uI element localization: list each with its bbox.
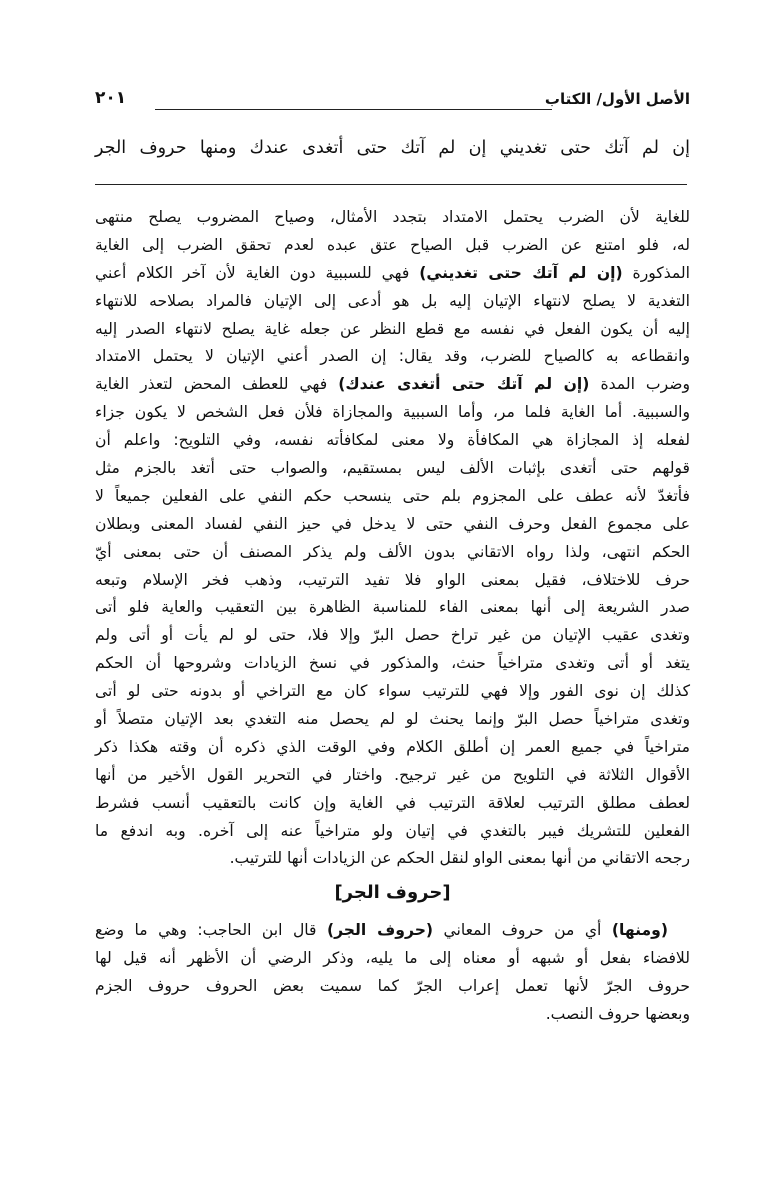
quoted-matn: (حروف الجر) <box>326 921 434 940</box>
matn-divider <box>95 184 687 185</box>
text-line <box>95 371 690 399</box>
text-line: التغدية لا يصلح لانتهاء الإتيان إليه بل هو أدعى إلى الإتيان فالمراد بصلاحه للانتهاء <box>95 291 690 310</box>
text-line: صدر الشريعة إلى أنها بمعنى الفاء للمناسبة الظاهرة بين التعقيب والعاية فلو أتى <box>95 598 690 617</box>
text-line: له، فلو امتنع عن الضرب قبل الصياح عتق عبده لعدم تحقق الضرب إلى الغاية <box>95 235 690 254</box>
text-segment: المذكورة <box>622 263 690 282</box>
text-line <box>95 917 690 945</box>
quoted-matn: (ومنها) <box>611 921 668 940</box>
text-line: الفعلين للتشريك فيبر بالتغدي في إتيان ولو متراخياً عنه إلى آخره. وبه اندفع ما <box>95 821 690 840</box>
text-line: للافضاء بفعل أو شبهه أو معناه إلى ما يليه، وذكر الرضي أن الأظهر أنه قيل لها <box>95 949 690 968</box>
text-line: فأتغدّ لأنه عطف على المجزوم بلم حتى ينسحب حكم النفي على الفعلين جميعاً لا <box>95 486 690 505</box>
text-line: حروف الجرّ لأنها تعمل إعراب الجرّ كما سميت بعض الحروف حروف الجزم <box>95 977 690 996</box>
text-line: رجحه الاتقاني من أنها بمعنى الواو لنقل الحكم عن الزيادات أنها للترتيب. <box>229 849 690 868</box>
text-line: وبعضها حروف النصب. <box>545 1005 690 1024</box>
text-line: كذلك إن نوى الفور وإلا فهي للترتيب سواء كان مع التراخي أو بدونه حتى لو أتى <box>95 682 690 701</box>
text-line: إليه أن يكون الفعل في نفسه مع قطع النظر عن جعله غاية يصلح لانتهاء الصدر إليه <box>95 319 690 338</box>
text-line: وتغدى عقيب الإتيان من غير تراخ حصل البرّ وإلا فلا، حتى لو لم يأت أو أتى ولم <box>95 626 690 645</box>
text-segment: أي من حروف المعاني <box>433 921 612 940</box>
text-line: الحكم انتهى، ولذا رواه الاتقاني بدون الألف ولم يذكر المصنف أن حتى بمعنى أيّ <box>95 542 690 561</box>
text-line: قولهم حتى أتغدى بإثبات الألف ليس بمستقيم، والصواب حتى أتغد بالجزم مثل <box>95 459 690 478</box>
text-line: لفعله إذ المجازاة هي المكافأة ولا معنى لمكافأته نفسه، وفي التلويح: واعلم أن <box>95 431 690 450</box>
text-line <box>95 260 690 288</box>
text-line: للغاية لأن الضرب يحتمل الامتداد بتجدد الأمثال، وصياح المضروب يصلح منتهى <box>95 208 690 226</box>
running-header-title: الأصل الأول/ الكتاب <box>544 90 690 108</box>
running-header <box>95 88 690 116</box>
text-line: يتغد أو أتى وتغدى متراخياً حنث، والمذكور في نسخ الزيادات وشروحها أن الحكم <box>95 654 690 673</box>
text-line: حرف للاختلاف، فقيل بمعنى الواو فلا تفيد الترتيب، وذهب فخر الإسلام وتبعه <box>95 570 690 589</box>
text-segment: فهي للسببية دون الغاية لأن آخر الكلام أعني <box>95 263 420 282</box>
text-segment: وضرب المدة <box>589 375 690 394</box>
text-segment: فهي للعطف المحض لتعذر الغاية <box>95 375 339 394</box>
quoted-matn: (إن لم آتك حتى أتغدى عندك) <box>338 375 590 394</box>
matn-quote: إن لم آتك حتى تغديني إن لم آتك حتى أتغدى عندك ومنها حروف الجر <box>95 138 690 158</box>
quoted-matn: (إن لم آتك حتى تغديني) <box>419 263 623 282</box>
text-line: لعطف مطلق الترتيب لعلاقة الترتيب في الغاية وإن كانت بالتعقيب أنسب فشرط <box>95 793 690 812</box>
text-segment: قال ابن الحاجب: وهي ما وضع <box>95 921 327 940</box>
text-line: والسببية. أما الغاية فلما مر، وأما السببية والمجازاة فلأن فعل الشخص لا يكون جزاء <box>95 403 690 422</box>
commentary-body <box>95 204 690 1029</box>
text-line: وتغدى متراخياً حصل البرّ وإنما يحنث لو لم يحصل منه التغدي بعد الإتيان متصلاً أو <box>95 710 690 729</box>
header-rule <box>155 109 552 110</box>
section-heading: [حروف الجر] <box>334 882 451 904</box>
text-line: الأقوال الثلاثة في التلويح من غير ترجيح. واختار في التحرير القول الأخير من أنها <box>95 765 690 784</box>
text-line: على مجموع الفعل وحرف النفي حتى لا يدخل في حيز النفي لفساد المعنى وبطلان <box>95 514 690 533</box>
text-line: وانقطاعه به كالصياح للضرب، وقد يقال: إن الصدر أعني الإتيان لا يحتمل الامتداد <box>95 347 690 366</box>
text-line: متراخياً في جميع العمر إن أطلق الكلام وفي الوقت الذي ذكره أن وقته هكذا ذكر <box>95 737 690 756</box>
page-number: ٢٠١ <box>95 88 127 108</box>
